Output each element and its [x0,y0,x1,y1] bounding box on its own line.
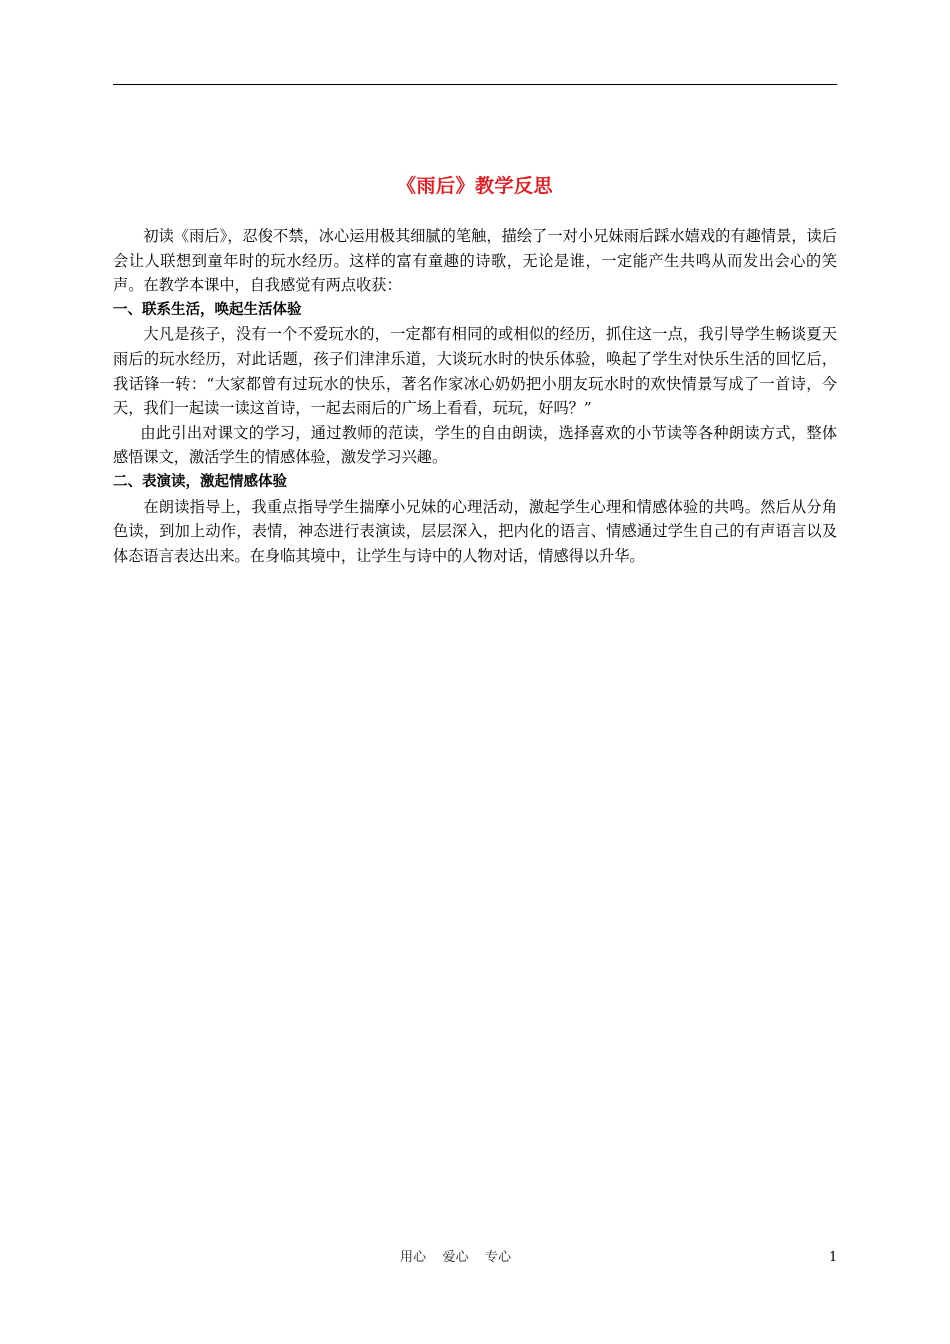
section2-paragraph-1: 在朗读指导上，我重点指导学生揣摩小兄妹的心理活动，激起学生心理和情感体验的共鸣。然后从分角色读，到加上动作，表情，神态进行表演读，层层深入，把内化的语言、情感通过学生自己的有声语言以及体态语言表达出来。在身临其境中，让学生与诗中的人物对话，情感得以升华。 [113,497,837,565]
page-number: 1 [829,1250,838,1265]
header-rule [113,84,837,85]
section1-paragraph-1: 大凡是孩子，没有一个不爱玩水的，一定都有相同的或相似的经历，抓住这一点，我引导学生畅谈夏天雨后的玩水经历，对此话题，孩子们津津乐道，大谈玩水时的快乐体验，唤起了学生对快乐生活的回忆后，我话锋一转：“大家都曾有过玩水的快乐，著名作家冰心奶奶把小朋友玩水时的欢快情景写成了一首诗，今天，我们一起读一读这首诗，一起去雨后的广场上看看，玩玩，好吗？” [113,325,837,418]
section-heading-2: 二、表演读，激起情感体验 [113,473,287,490]
intro-paragraph: 初读《雨后》，忍俊不禁，冰心运用极其细腻的笔触，描绘了一对小兄妹雨后踩水嬉戏的有趣情景，读后会让人联想到童年时的玩水经历。这样的富有童趣的诗歌，无论是谁，一定能产生共鸣从而发出会心的笑声。在教学本课中，自我感觉有两点收获： [113,227,837,295]
footer-motto: 用心 爱心 专心 [400,1250,512,1265]
section-heading-1: 一、联系生活，唤起生活体验 [113,301,302,318]
document-body [113,224,837,568]
section1-paragraph-2: 由此引出对课文的学习，通过教师的范读，学生的自由朗读，选择喜欢的小节读等各种朗读方式，整体感悟课文，激活学生的情感体验，激发学习兴趣。 [113,423,837,467]
document-title: 《雨后》教学反思 [396,175,553,197]
